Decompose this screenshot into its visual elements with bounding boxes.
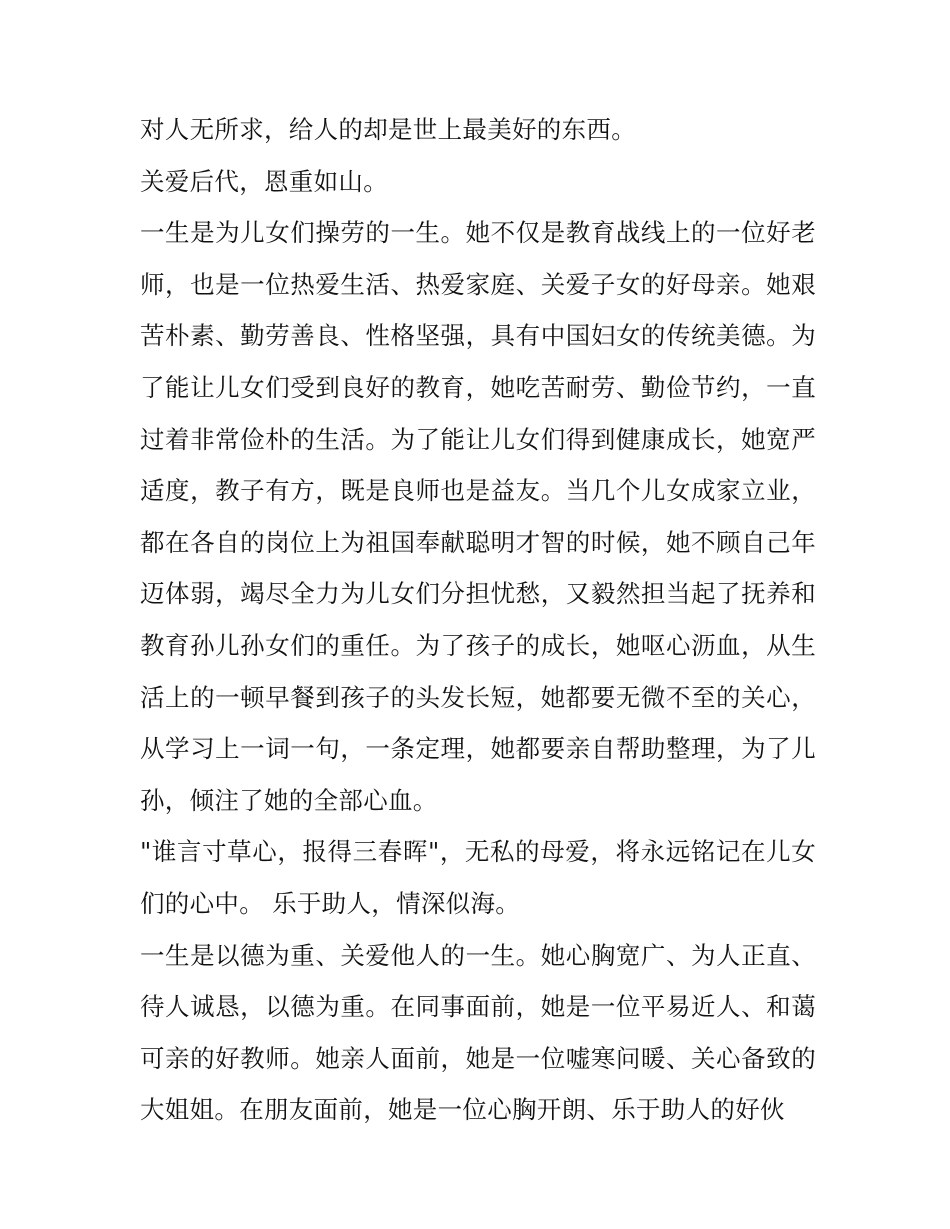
- paragraph-2: 关爱后代，恩重如山。: [140, 166, 388, 196]
- body-text: [140, 104, 816, 1136]
- paragraph-4: "谁言寸草心，报得三春晖"，无私的母爱，将永远铭记在儿女们的心中。 乐于助人，情深似海。: [140, 837, 816, 918]
- paragraph-3: 一生是为儿女们操劳的一生。她不仅是教育战线上的一位好老师，也是一位热爱生活、热爱家庭、关爱子女的好母亲。她艰苦朴素、勤劳善良、性格坚强，具有中国妇女的传统美德。为了能让儿女们受到良好的教育，她吃苦耐劳、勤俭节约，一直过着非常俭朴的生活。为了能让儿女们得到健康成长，她宽严适度，教子有方，既是良师也是益友。当几个儿女成家立业，都在各自的岗位上为祖国奉献聪明才智的时候，她不顾自己年迈体弱，竭尽全力为儿女们分担忧愁，又毅然担当起了抚养和教育孙儿孙女们的重任。为了孩子的成长，她呕心沥血，从生活上的一顿早餐到孩子的头发长短，她都要无微不至的关心，从学习上一词一句，一条定理，她都要亲自帮助整理，为了儿孙，倾注了她的全部心血。: [140, 218, 816, 815]
- paragraph-1: 对人无所求，给人的却是世上最美好的东西。: [140, 115, 636, 144]
- paragraph-5: 一生是以德为重、关爱他人的一生。她心胸宽广、为人正直、待人诚恳，以德为重。在同事面前，她是一位平易近人、和蔼可亲的好教师。她亲人面前，她是一位嘘寒问暖、关心备致的大姐姐。在朋友面前，她是一位心胸开朗、乐于助人的好伙: [140, 940, 816, 1125]
